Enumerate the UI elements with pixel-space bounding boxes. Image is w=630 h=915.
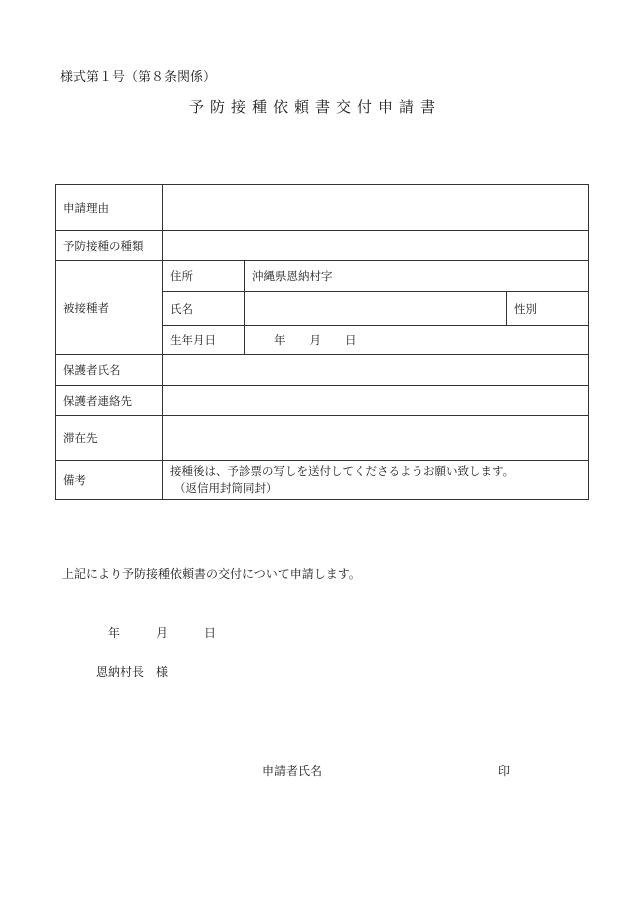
row-contact xyxy=(56,386,589,416)
row-vaccine-type xyxy=(56,231,589,261)
recipient-label: 被接種者 xyxy=(56,261,163,355)
row-reason xyxy=(56,185,589,231)
applicant-name-label: 申請者氏名 xyxy=(262,764,323,778)
name-label: 氏名 xyxy=(163,292,245,326)
vaccine-type-label: 予防接種の種類 xyxy=(56,231,163,261)
contact-field[interactable] xyxy=(163,386,589,416)
application-statement: 上記により予防接種依頼書の交付について申請します。 xyxy=(62,567,361,581)
gender-label[interactable]: 性別 xyxy=(507,292,589,326)
notes-label: 備考 xyxy=(56,461,163,500)
vaccine-type-field[interactable] xyxy=(163,231,589,261)
seal-mark: 印 xyxy=(498,764,511,778)
reason-field[interactable] xyxy=(163,185,589,231)
document-title: 予防接種依頼書交付申請書 xyxy=(188,98,441,116)
guardian-label: 保護者氏名 xyxy=(56,355,163,386)
addressee: 恩納村長 様 xyxy=(96,665,169,679)
notes-line-2: （返信用封筒同封） xyxy=(174,481,278,495)
address-field[interactable]: 沖縄県恩納村字 xyxy=(245,261,589,292)
application-table xyxy=(55,184,589,500)
row-address xyxy=(56,261,589,292)
birthdate-label: 生年月日 xyxy=(163,326,245,355)
row-stay xyxy=(56,416,589,461)
row-notes xyxy=(56,461,589,500)
date-month-label: 月 xyxy=(156,626,169,640)
row-guardian xyxy=(56,355,589,386)
notes-field xyxy=(163,461,589,500)
notes-line-1: 接種後は、予診票の写しを送付してくださるようお願い致します。 xyxy=(170,464,515,478)
form-number: 様式第１号（第８条関係） xyxy=(60,70,217,85)
reason-label: 申請理由 xyxy=(56,185,163,231)
name-field[interactable] xyxy=(245,292,507,326)
birth-month-label: 月 xyxy=(309,333,321,347)
guardian-field[interactable] xyxy=(163,355,589,386)
address-label: 住所 xyxy=(163,261,245,292)
birth-year-label: 年 xyxy=(274,333,286,347)
birth-day-label: 日 xyxy=(345,333,357,347)
date-year-label: 年 xyxy=(108,626,121,640)
birthdate-field[interactable] xyxy=(245,326,589,355)
date-day-label: 日 xyxy=(204,626,217,640)
stay-label: 滞在先 xyxy=(56,416,163,461)
contact-label: 保護者連絡先 xyxy=(56,386,163,416)
stay-field[interactable] xyxy=(163,416,589,461)
